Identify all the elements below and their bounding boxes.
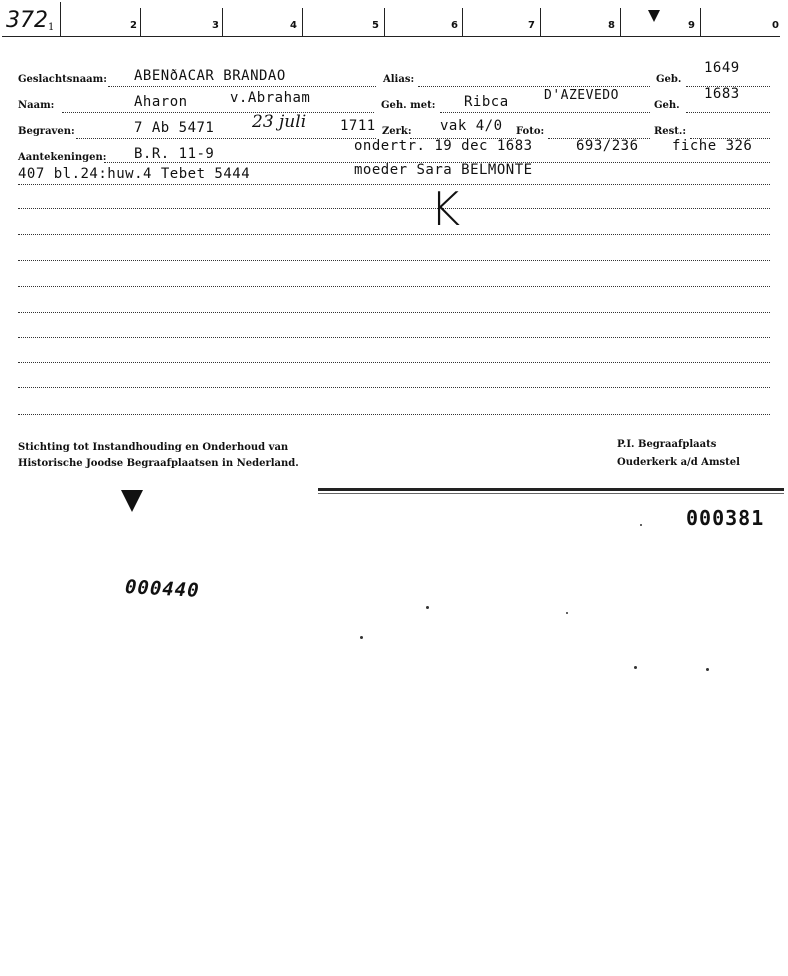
ruler-tick [700,8,701,36]
dotted-line [418,86,650,87]
ruler-tick [222,8,223,36]
buried-label: Begraven: [18,126,75,137]
cemetery-line1: P.I. Begraafplaats [617,439,717,450]
burial-year-value: 1711 [340,118,376,134]
dotted-line [686,112,770,113]
notes-line2-value: 407 bl.24:huw.4 Tebet 5444 [18,166,251,182]
ruler-tick-label: 7 [528,20,535,31]
ruler-tick-label: 3 [212,20,219,31]
ruler-tick [384,8,385,36]
foundation-line2: Historische Joodse Begraafplaatsen in Nederland. [18,458,299,469]
speck [360,636,363,639]
ruler-tick [620,8,621,36]
surname-value: ABENðACAR BRANDAO [134,68,286,84]
ruler-tick-label: 2 [130,20,137,31]
spouse-surname-value: D'AZEVEDO [544,88,619,103]
notes-ref-value: B.R. 11-9 [134,146,215,162]
ruler-tick-label: 5 [372,20,379,31]
burial-date-handwritten: 23 juli [252,112,307,132]
given-name-value: Aharon [134,94,188,110]
foundation-name [18,440,299,472]
cemetery-line2: Ouderkerk a/d Amstel [617,457,740,468]
dotted-line [440,112,650,113]
card-number: 372 [6,8,48,33]
grave-label: Zerk: [382,126,412,137]
dotted-line [18,414,770,415]
frame-number-stamp: 000381 [686,506,765,530]
ruler-line [60,36,780,37]
ruler-tick-label: 8 [608,20,615,31]
married-to-label: Geh. met: [381,100,436,111]
speck [640,524,642,526]
ruler-tick-label: 0 [772,20,779,31]
ruler-tick-label: 6 [451,20,458,31]
name-label: Naam: [18,100,55,111]
frame-edge-line [318,488,784,491]
dotted-line [18,208,770,209]
dotted-line [76,138,376,139]
sheet-number-stamp: 000440 [124,576,201,602]
ruler-tick-label: 4 [290,20,297,31]
register-mark-icon [121,490,143,512]
top-ruler [0,0,788,40]
surname-label: Geslachtsnaam: [18,74,107,85]
marriage-ref-value: 693/236 [576,138,639,154]
ruler-tick-label: 9 [688,20,695,31]
rest-label: Rest.: [654,126,687,137]
ruler-tick [140,8,141,36]
register-mark-icon [648,10,660,22]
speck [706,668,709,671]
cemetery-name [617,436,740,472]
dotted-line [18,362,770,363]
dotted-line [62,112,374,113]
card-number-sub: 1 [48,22,55,33]
ruler-tick [302,8,303,36]
dotted-line [18,312,770,313]
birth-year-value: 1649 [704,60,740,76]
spouse-given-value: Ribca [464,94,509,110]
spouse-birth-year-value: 1683 [704,86,740,102]
speck [426,606,429,609]
dotted-line [18,184,770,185]
dotted-line [18,260,770,261]
spouse-birth-label: Geh. [654,100,680,111]
grave-location-value: vak 4/0 [440,118,503,134]
marriage-value: ondertr. 19 dec 1683 [354,138,533,154]
ruler-tick [540,8,541,36]
dotted-line [18,387,770,388]
dotted-line [18,286,770,287]
burial-hebrew-date-value: 7 Ab 5471 [134,120,215,136]
alias-label: Alias: [383,74,415,85]
dotted-line [18,337,770,338]
initial-mark: K [430,182,461,236]
fiche-value: fiche 326 [672,138,753,154]
dotted-line [18,234,770,235]
photo-label: Foto: [516,126,545,137]
frame-edge-line [318,493,784,494]
foundation-line1: Stichting tot Instandhouding en Onderhoud van [18,442,289,453]
speck [566,612,568,614]
notes-label: Aantekeningen: [18,152,107,163]
birth-label: Geb. [656,74,682,85]
dotted-line [108,86,376,87]
speck [634,666,637,669]
mother-value: moeder Sara BELMONTE [354,162,533,178]
ruler-tick [462,8,463,36]
father-value: v.Abraham [230,90,311,106]
